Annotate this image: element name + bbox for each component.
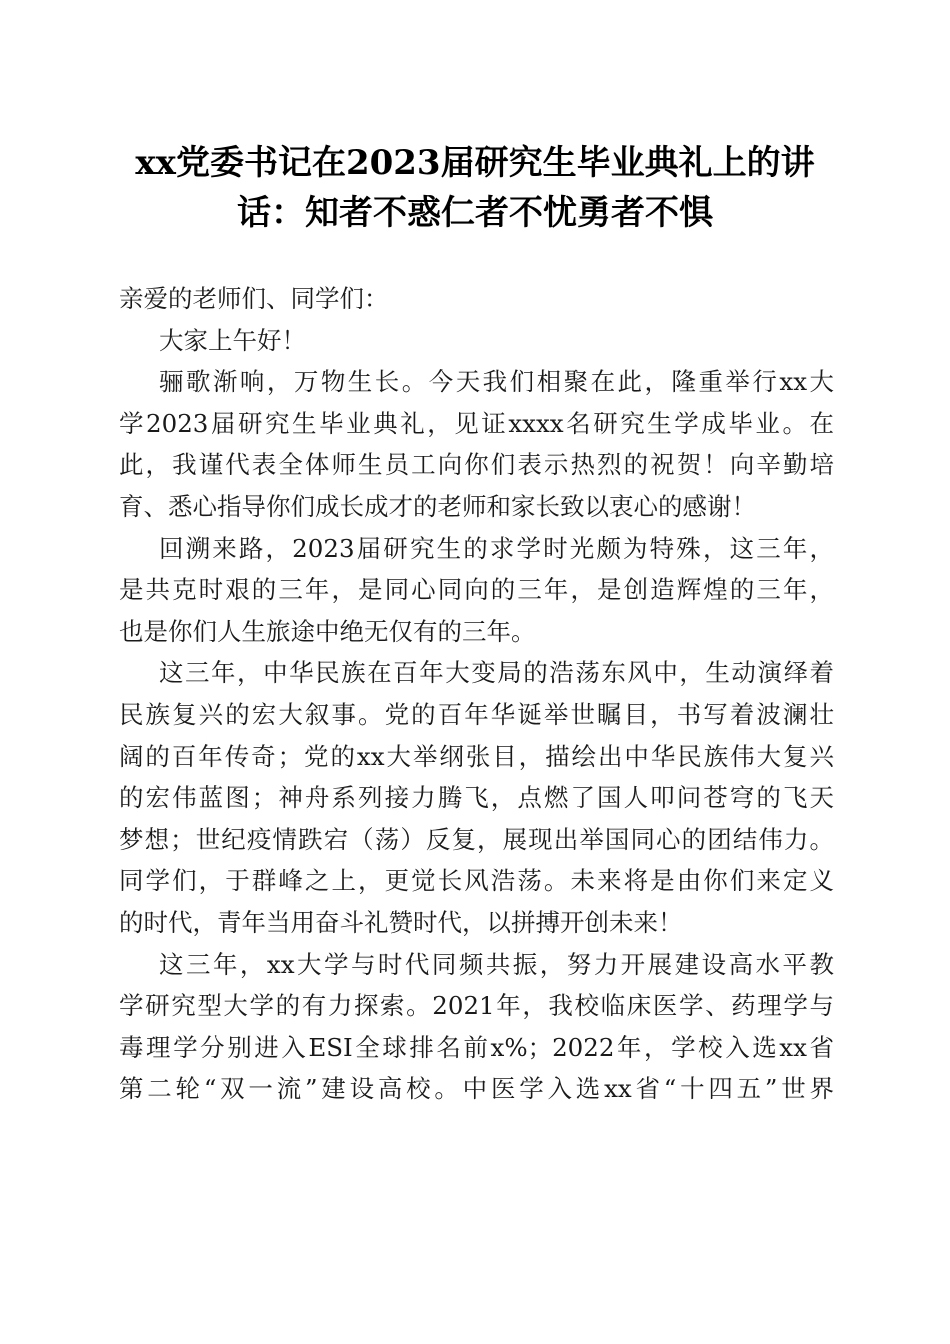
greeting: 大家上午好！ — [159, 325, 306, 355]
title-line-1: xx党委书记在2023届研究生毕业典礼上的讲 — [135, 143, 815, 183]
paragraph-line: 的宏伟蓝图；神舟系列接力腾飞，点燃了国人叩问苍穹的飞天 — [119, 783, 834, 813]
paragraph-line: 这三年，xx大学与时代同频共振，努力开展建设高水平教 — [159, 949, 834, 979]
document-body — [119, 278, 834, 1110]
paragraph-line: 毒理学分别进入ESI全球排名前x%；2022年，学校入选xx省 — [119, 1032, 834, 1062]
paragraph-line: 民族复兴的宏大叙事。党的百年华诞举世瞩目，书写着波澜壮 — [119, 699, 834, 729]
salutation: 亲爱的老师们、同学们： — [119, 284, 389, 313]
paragraph-line: 学2023届研究生毕业典礼，见证xxxx名研究生学成毕业。在 — [119, 408, 834, 438]
paragraph-line: 育、悉心指导你们成长成才的老师和家长致以衷心的感谢！ — [119, 491, 756, 521]
paragraph-line: 的时代，青年当用奋斗礼赞时代，以拼搏开创未来！ — [119, 907, 683, 937]
paragraph-line: 骊歌渐响，万物生长。今天我们相聚在此，隆重举行xx大 — [159, 367, 834, 397]
paragraph-line: 梦想；世纪疫情跌宕（荡）反复，展现出举国同心的团结伟力。 — [119, 824, 834, 854]
paragraph-line: 同学们，于群峰之上，更觉长风浩荡。未来将是由你们来定义 — [119, 866, 834, 896]
paragraph-line: 第二轮“双一流”建设高校。中医学入选xx省“十四五”世界 — [119, 1074, 834, 1104]
document-title — [100, 138, 850, 238]
paragraph-line: 阔的百年传奇；党的xx大举纲张目，描绘出中华民族伟大复兴 — [119, 741, 834, 771]
paragraph-line: 是共克时艰的三年，是同心同向的三年，是创造辉煌的三年， — [119, 575, 834, 605]
paragraph-line: 回溯来路，2023届研究生的求学时光颇为特殊，这三年， — [159, 533, 834, 563]
title-line-2: 话：知者不惑仁者不忧勇者不惧 — [237, 193, 713, 233]
paragraph-line: 这三年，中华民族在百年大变局的浩荡东风中，生动演绎着 — [159, 658, 834, 688]
paragraph-line: 也是你们人生旅途中绝无仅有的三年。 — [119, 616, 536, 646]
paragraph-line: 此，我谨代表全体师生员工向你们表示热烈的祝贺！向辛勤培 — [119, 450, 834, 480]
paragraph-line: 学研究型大学的有力探索。2021年，我校临床医学、药理学与 — [119, 991, 834, 1021]
